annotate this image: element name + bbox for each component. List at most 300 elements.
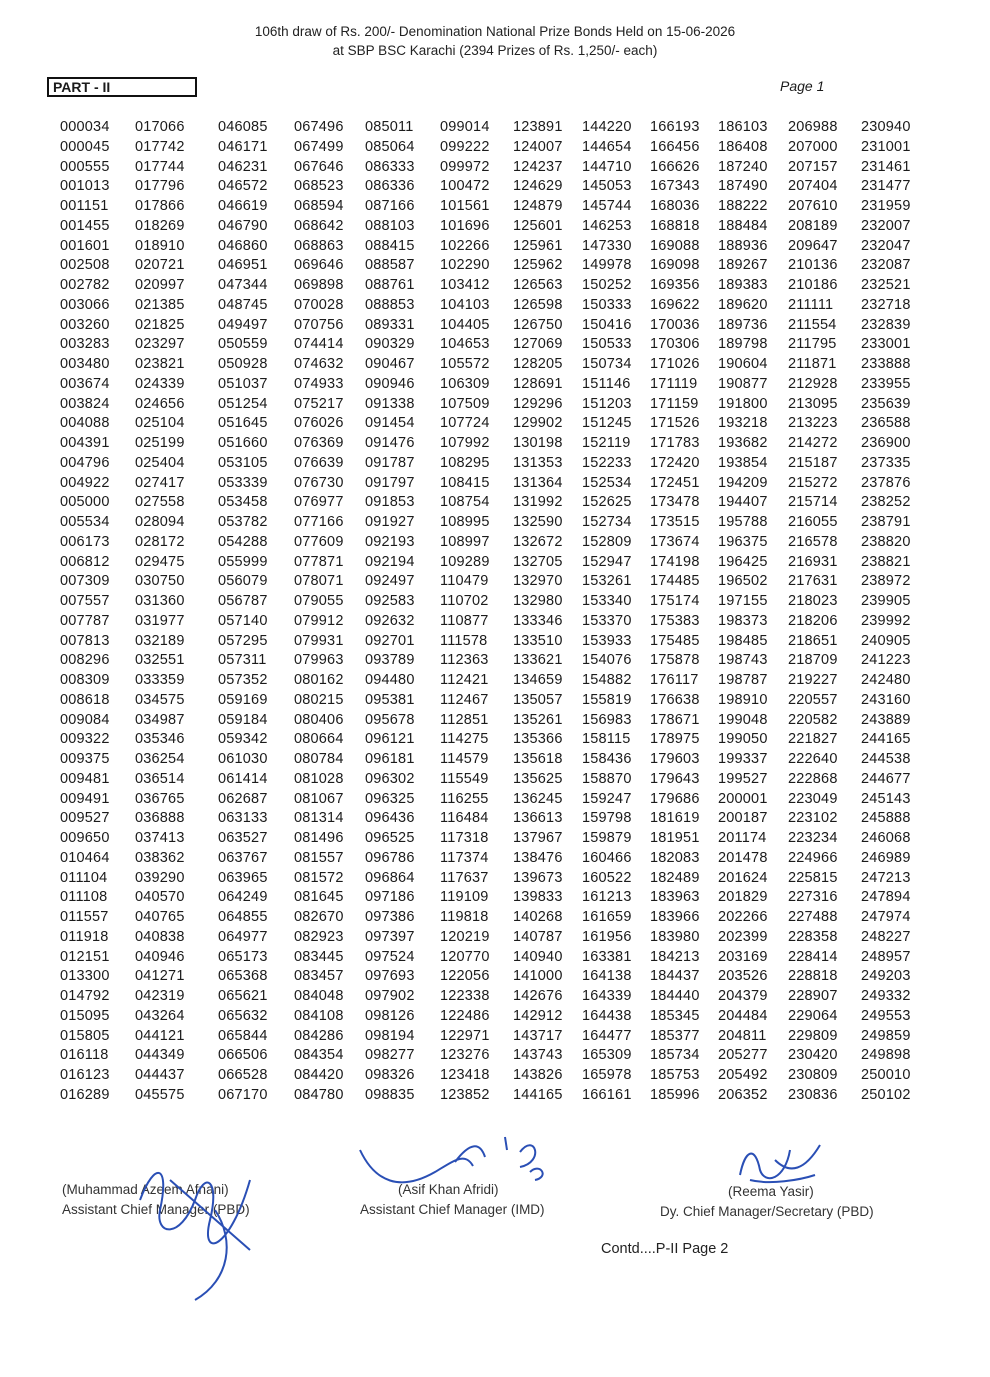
prize-number: 221827 — [788, 731, 838, 748]
prize-number: 023821 — [135, 356, 185, 372]
prize-number: 173515 — [650, 514, 700, 530]
prize-number: 167343 — [650, 178, 700, 195]
prize-number: 145744 — [582, 198, 632, 214]
prize-number: 000045 — [60, 138, 110, 155]
prize-number: 202399 — [718, 928, 768, 945]
prize-number: 001601 — [60, 237, 110, 254]
prize-number: 211795 — [788, 336, 837, 353]
prize-number: 142676 — [513, 988, 563, 1004]
prize-number: 031360 — [135, 593, 185, 609]
prize-number: 050928 — [218, 356, 268, 372]
prize-number: 076026 — [294, 415, 344, 432]
prize-number: 093789 — [365, 652, 415, 669]
prize-number: 233955 — [861, 375, 911, 392]
prize-number: 159798 — [582, 810, 632, 827]
prize-number: 184437 — [650, 968, 700, 985]
prize-number: 001455 — [60, 217, 110, 234]
prize-number: 109289 — [440, 553, 490, 570]
prize-number: 205277 — [718, 1047, 768, 1064]
prize-number: 168818 — [650, 217, 700, 234]
prize-number: 140940 — [513, 948, 563, 965]
prize-number: 215714 — [788, 494, 838, 511]
prize-number: 208189 — [788, 217, 838, 234]
prize-number: 217631 — [788, 573, 838, 590]
prize-number: 125962 — [513, 257, 563, 274]
prize-number: 081028 — [294, 770, 344, 787]
prize-number: 074414 — [294, 336, 344, 353]
prize-number: 158870 — [582, 770, 632, 787]
prize-number: 211554 — [788, 316, 837, 333]
prize-number: 133621 — [513, 652, 563, 669]
prize-number: 051645 — [218, 415, 268, 432]
prize-number: 009527 — [60, 810, 110, 827]
prize-number: 151203 — [582, 395, 632, 412]
prize-number: 188484 — [718, 217, 768, 234]
prize-number: 129902 — [513, 415, 563, 432]
prize-number: 232047 — [861, 237, 911, 254]
prize-number: 246068 — [861, 830, 911, 846]
prize-number: 237335 — [861, 454, 911, 471]
prize-number: 070028 — [294, 296, 344, 313]
prize-number: 003260 — [60, 316, 110, 333]
prize-number: 122486 — [440, 1007, 490, 1024]
prize-number: 036514 — [135, 770, 185, 787]
prize-number: 006812 — [60, 553, 110, 570]
prize-number: 084354 — [294, 1047, 344, 1064]
prize-number: 040946 — [135, 948, 185, 965]
prize-number: 206988 — [788, 119, 838, 135]
prize-number: 149978 — [582, 257, 632, 274]
prize-number: 203169 — [718, 948, 768, 965]
prize-number: 091338 — [365, 395, 415, 412]
prize-number: 207000 — [788, 138, 838, 155]
prize-number: 161956 — [582, 928, 632, 945]
prize-number: 204484 — [718, 1007, 768, 1024]
prize-number: 171783 — [650, 435, 700, 451]
prize-number: 005000 — [60, 494, 110, 511]
prize-number: 009650 — [60, 830, 110, 846]
prize-number: 245888 — [861, 810, 911, 827]
prize-number: 098194 — [365, 1027, 415, 1044]
prize-number: 222868 — [788, 770, 838, 787]
prize-number: 091927 — [365, 514, 415, 530]
prize-number: 065173 — [218, 948, 268, 965]
prize-number: 003283 — [60, 336, 110, 353]
prize-number: 199048 — [718, 711, 768, 728]
prize-number: 107724 — [440, 415, 490, 432]
prize-number: 064855 — [218, 909, 268, 925]
prize-number: 107509 — [440, 395, 490, 412]
prize-number: 218023 — [788, 593, 838, 609]
prize-number: 096864 — [365, 869, 415, 886]
prize-number: 004088 — [60, 415, 110, 432]
prize-number: 176117 — [650, 672, 699, 688]
prize-number: 243889 — [861, 711, 911, 728]
prize-number: 080162 — [294, 672, 344, 688]
prize-number: 248227 — [861, 928, 911, 945]
number-column — [440, 118, 490, 1106]
prize-number: 003824 — [60, 395, 110, 412]
prize-number: 155819 — [582, 691, 632, 708]
prize-number: 092497 — [365, 573, 415, 590]
prize-number: 099972 — [440, 158, 490, 175]
prize-number: 231461 — [861, 158, 911, 175]
prize-number: 024339 — [135, 375, 185, 392]
prize-number: 152233 — [582, 454, 632, 471]
prize-number: 025199 — [135, 435, 185, 451]
prize-number: 001151 — [60, 198, 109, 214]
prize-number: 236588 — [861, 415, 911, 432]
prize-number: 244165 — [861, 731, 911, 748]
prize-number: 040570 — [135, 889, 185, 906]
prize-number: 049497 — [218, 316, 268, 333]
prize-number: 055999 — [218, 553, 268, 570]
prize-number: 021825 — [135, 316, 185, 333]
prize-number: 204811 — [718, 1027, 767, 1044]
prize-number: 215187 — [788, 454, 838, 471]
prize-number: 209647 — [788, 237, 838, 254]
prize-number: 231477 — [861, 178, 911, 195]
prize-number: 097693 — [365, 968, 415, 985]
prize-number: 178975 — [650, 731, 700, 748]
prize-number: 081067 — [294, 790, 344, 807]
prize-number: 067170 — [218, 1086, 268, 1103]
prize-number: 216055 — [788, 514, 838, 530]
prize-number: 018269 — [135, 217, 185, 234]
prize-number: 077609 — [294, 533, 344, 550]
prize-number: 232087 — [861, 257, 911, 274]
prize-number: 230420 — [788, 1047, 838, 1064]
prize-number: 062687 — [218, 790, 268, 807]
prize-number: 009322 — [60, 731, 110, 748]
prize-number: 000555 — [60, 158, 110, 175]
prize-number: 159879 — [582, 830, 632, 846]
prize-number: 158115 — [582, 731, 631, 748]
prize-number: 079931 — [294, 632, 344, 649]
prize-number: 063527 — [218, 830, 268, 846]
prize-number: 110702 — [440, 593, 489, 609]
prize-number: 043264 — [135, 1007, 185, 1024]
page-number: Page 1 — [780, 78, 825, 94]
prize-number: 065621 — [218, 988, 268, 1004]
prize-number: 153261 — [582, 573, 632, 590]
prize-number: 108995 — [440, 514, 490, 530]
prize-number: 044121 — [135, 1027, 185, 1044]
prize-number: 007787 — [60, 612, 110, 629]
prize-number: 152625 — [582, 494, 632, 511]
prize-number: 066506 — [218, 1047, 268, 1064]
prize-number: 123276 — [440, 1047, 490, 1064]
prize-number: 187240 — [718, 158, 768, 175]
prize-number: 079912 — [294, 612, 344, 629]
prize-number: 136245 — [513, 790, 563, 807]
prize-number: 117318 — [440, 830, 489, 846]
prize-number: 028094 — [135, 514, 185, 530]
prize-number: 084780 — [294, 1086, 344, 1103]
prize-number: 099014 — [440, 119, 490, 135]
prize-number: 152809 — [582, 533, 632, 550]
prize-number: 090467 — [365, 356, 415, 372]
prize-number: 122338 — [440, 988, 490, 1004]
prize-number: 015805 — [60, 1027, 110, 1044]
signature-1-image — [100, 1140, 290, 1310]
prize-number: 092632 — [365, 612, 415, 629]
prize-number: 095678 — [365, 711, 415, 728]
prize-number: 239992 — [861, 612, 911, 629]
prize-number: 076977 — [294, 494, 344, 511]
prize-number: 036888 — [135, 810, 185, 827]
prize-number: 008309 — [60, 672, 110, 688]
prize-number: 051254 — [218, 395, 268, 412]
prize-number: 193682 — [718, 435, 768, 451]
prize-number: 168036 — [650, 198, 700, 214]
prize-number: 085064 — [365, 138, 415, 155]
prize-number: 087166 — [365, 198, 415, 214]
prize-number: 067499 — [294, 138, 344, 155]
prize-number: 218206 — [788, 612, 838, 629]
prize-number: 029475 — [135, 553, 185, 570]
prize-number: 053105 — [218, 454, 268, 471]
prize-number: 244677 — [861, 770, 911, 787]
prize-number: 086333 — [365, 158, 415, 175]
prize-number: 222640 — [788, 751, 838, 767]
prize-number: 198373 — [718, 612, 768, 629]
prize-number: 181951 — [650, 830, 700, 846]
document-header — [0, 22, 990, 60]
prize-number: 235639 — [861, 395, 911, 412]
number-column — [135, 118, 185, 1106]
prize-number: 201829 — [718, 889, 768, 906]
prize-number: 017796 — [135, 178, 185, 195]
prize-number: 091797 — [365, 474, 415, 491]
prize-number: 151146 — [582, 375, 631, 392]
prize-number: 067496 — [294, 119, 344, 135]
prize-number: 050559 — [218, 336, 268, 353]
prize-number: 046619 — [218, 198, 268, 214]
prize-number: 067646 — [294, 158, 344, 175]
prize-number: 189620 — [718, 296, 768, 313]
prize-number: 053782 — [218, 514, 268, 530]
prize-number: 223049 — [788, 790, 838, 807]
prize-number: 097186 — [365, 889, 415, 906]
prize-number: 201624 — [718, 869, 768, 886]
prize-number: 080784 — [294, 751, 344, 767]
number-column — [294, 118, 344, 1106]
prize-number: 200001 — [718, 790, 768, 807]
prize-number: 238821 — [861, 553, 911, 570]
prize-number: 090946 — [365, 375, 415, 392]
prize-number: 250102 — [861, 1086, 911, 1103]
prize-number: 220582 — [788, 711, 838, 728]
prize-number: 066528 — [218, 1067, 268, 1083]
prize-number: 088103 — [365, 217, 415, 234]
prize-number: 200187 — [718, 810, 768, 827]
number-column — [650, 118, 700, 1106]
prize-number: 194407 — [718, 494, 768, 511]
prize-number: 112363 — [440, 652, 489, 669]
prize-number: 065368 — [218, 968, 268, 985]
prize-number: 228907 — [788, 988, 838, 1004]
prize-number: 189736 — [718, 316, 768, 333]
prize-number: 136613 — [513, 810, 563, 827]
prize-number: 196425 — [718, 553, 768, 570]
prize-number: 024656 — [135, 395, 185, 412]
prize-number: 084286 — [294, 1027, 344, 1044]
prize-number: 123852 — [440, 1086, 490, 1103]
prize-number: 006173 — [60, 533, 110, 550]
prize-number: 122056 — [440, 968, 490, 985]
signatory-3-title: Dy. Chief Manager/Secretary (PBD) — [660, 1204, 874, 1219]
prize-number: 119818 — [440, 909, 489, 925]
prize-number: 130198 — [513, 435, 563, 451]
prize-number: 032551 — [135, 652, 185, 669]
prize-number: 202266 — [718, 909, 768, 925]
prize-number: 084420 — [294, 1067, 344, 1083]
prize-number: 166193 — [650, 119, 700, 135]
prize-number: 098835 — [365, 1086, 415, 1103]
prize-number: 007813 — [60, 632, 110, 649]
prize-number: 110877 — [440, 612, 489, 629]
prize-number: 023297 — [135, 336, 185, 353]
prize-number: 175383 — [650, 612, 700, 629]
prize-number: 108295 — [440, 454, 490, 471]
prize-number: 009084 — [60, 711, 110, 728]
prize-number: 224966 — [788, 849, 838, 866]
prize-number: 197155 — [718, 593, 768, 609]
prize-number: 241223 — [861, 652, 911, 669]
prize-number: 135261 — [513, 711, 563, 728]
prize-number: 048745 — [218, 296, 268, 313]
prize-number: 040765 — [135, 909, 185, 925]
prize-number: 004391 — [60, 435, 110, 451]
prize-number: 240905 — [861, 632, 911, 649]
prize-number: 039290 — [135, 869, 185, 886]
prize-number: 185996 — [650, 1086, 700, 1103]
prize-number: 123891 — [513, 119, 563, 135]
prize-number: 166626 — [650, 158, 700, 175]
prize-number: 125601 — [513, 217, 563, 234]
prize-number: 126598 — [513, 296, 563, 313]
prize-number: 164477 — [582, 1027, 632, 1044]
prize-number: 092194 — [365, 553, 415, 570]
signatory-3-name: (Reema Yasir) — [728, 1184, 814, 1199]
prize-number: 018910 — [135, 237, 185, 254]
prize-number: 011918 — [60, 928, 109, 945]
number-column — [218, 118, 268, 1106]
prize-number: 076730 — [294, 474, 344, 491]
prize-number: 160522 — [582, 869, 632, 886]
prize-number: 242480 — [861, 672, 911, 688]
prize-number: 207157 — [788, 158, 838, 175]
prize-number: 173674 — [650, 533, 700, 550]
prize-number: 218709 — [788, 652, 838, 669]
prize-number: 201478 — [718, 849, 768, 866]
prize-number: 195788 — [718, 514, 768, 530]
prize-number: 127069 — [513, 336, 563, 353]
prize-number: 145053 — [582, 178, 632, 195]
prize-number: 046085 — [218, 119, 268, 135]
prize-number: 150333 — [582, 296, 632, 313]
prize-number: 183966 — [650, 909, 700, 925]
prize-number: 081572 — [294, 869, 344, 886]
header-line-1: 106th draw of Rs. 200/- Denomination National Prize Bonds Held on 15-06-2026 — [254, 24, 736, 39]
signatory-1-name: (Muhammad Azeem Afnani) — [62, 1182, 229, 1197]
prize-number: 051037 — [218, 375, 268, 392]
prize-number: 150252 — [582, 277, 632, 293]
prize-number: 138476 — [513, 849, 563, 866]
prize-number: 231001 — [861, 138, 911, 155]
prize-number: 095381 — [365, 691, 415, 708]
prize-number: 169098 — [650, 257, 700, 274]
prize-number: 194209 — [718, 474, 768, 491]
prize-number: 086336 — [365, 178, 415, 195]
prize-number: 206352 — [718, 1086, 768, 1103]
prize-number: 008618 — [60, 691, 110, 708]
prize-number: 183980 — [650, 928, 700, 945]
prize-number: 125961 — [513, 237, 563, 254]
prize-number: 153933 — [582, 632, 632, 649]
prize-number: 189383 — [718, 277, 768, 293]
prize-number: 092583 — [365, 593, 415, 609]
prize-number: 243160 — [861, 691, 911, 708]
prize-number: 170306 — [650, 336, 700, 353]
prize-number: 108997 — [440, 533, 490, 550]
prize-number: 063133 — [218, 810, 268, 827]
prize-number: 212928 — [788, 375, 838, 392]
signature-3-image — [730, 1130, 830, 1190]
prize-number: 079963 — [294, 652, 344, 669]
prize-number: 116255 — [440, 790, 489, 807]
prize-number: 056079 — [218, 573, 268, 590]
prize-number: 156983 — [582, 711, 632, 728]
prize-number: 247974 — [861, 909, 911, 925]
prize-number: 010464 — [60, 849, 110, 866]
prize-number: 139673 — [513, 869, 563, 886]
prize-number: 081496 — [294, 830, 344, 846]
prize-number: 159247 — [582, 790, 632, 807]
prize-number: 084108 — [294, 1007, 344, 1024]
prize-number: 140268 — [513, 909, 563, 925]
prize-number: 030750 — [135, 573, 185, 590]
prize-number: 228358 — [788, 928, 838, 945]
prize-number: 076369 — [294, 435, 344, 451]
prize-number: 147330 — [582, 237, 632, 254]
prize-number: 128691 — [513, 375, 563, 392]
prize-number: 057352 — [218, 672, 268, 688]
prize-number: 020997 — [135, 277, 185, 293]
prize-number: 078071 — [294, 573, 344, 590]
number-column — [861, 118, 911, 1106]
prize-number: 143717 — [513, 1027, 563, 1044]
prize-number: 175485 — [650, 632, 700, 649]
prize-number: 081314 — [294, 810, 344, 827]
prize-number: 238972 — [861, 573, 911, 590]
prize-number: 249203 — [861, 968, 911, 985]
prize-number: 077871 — [294, 553, 344, 570]
prize-number: 014792 — [60, 988, 110, 1004]
prize-number: 178671 — [650, 711, 700, 728]
prize-number: 132672 — [513, 533, 563, 550]
prize-number: 166161 — [582, 1086, 632, 1103]
prize-number: 189267 — [718, 257, 768, 274]
prize-number: 228818 — [788, 968, 838, 985]
prize-number: 096325 — [365, 790, 415, 807]
prize-number: 036254 — [135, 751, 185, 767]
prize-number: 232839 — [861, 316, 911, 333]
prize-number: 132590 — [513, 514, 563, 530]
prize-number: 016123 — [60, 1067, 110, 1083]
prize-number: 128205 — [513, 356, 563, 372]
